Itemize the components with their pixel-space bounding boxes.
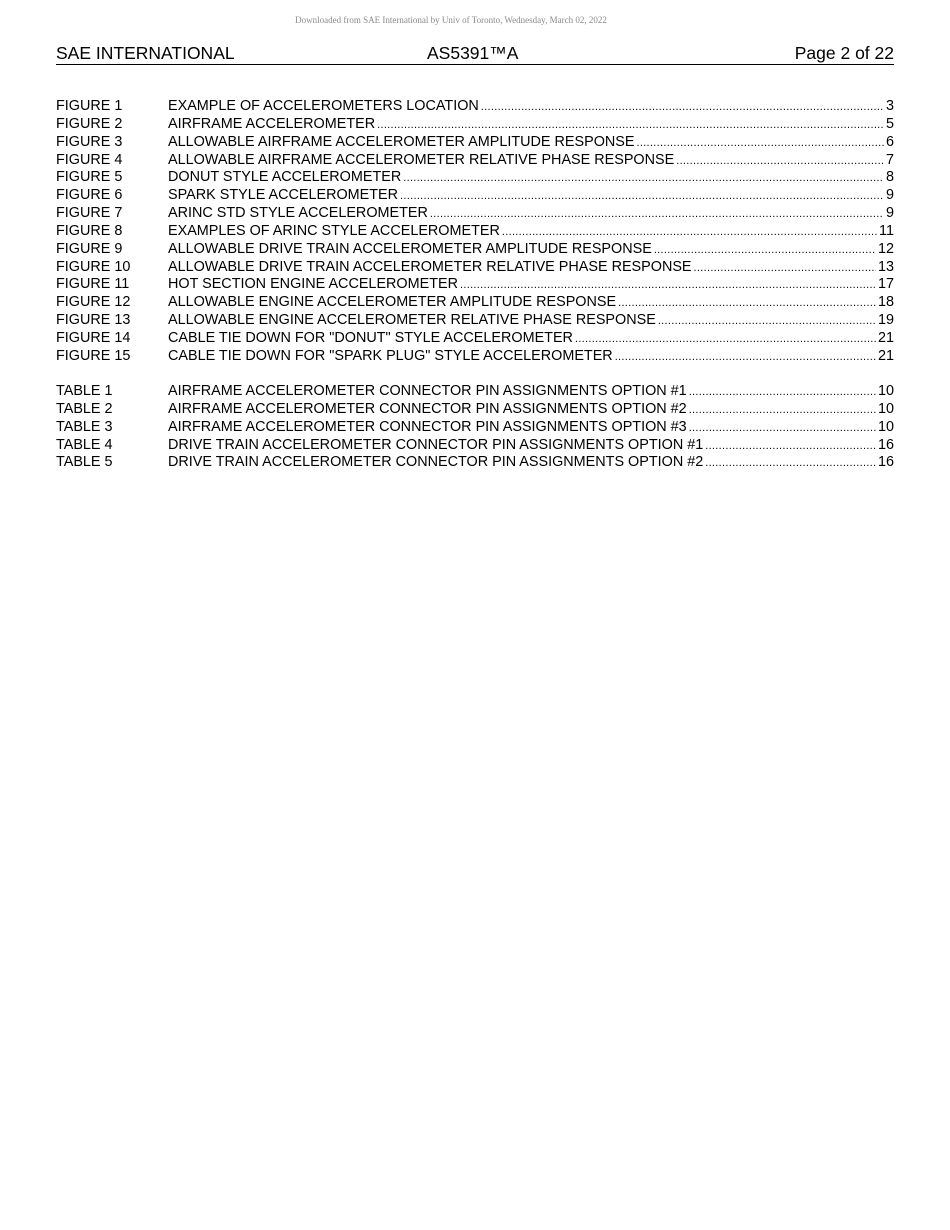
figure-page-number: 6 — [885, 133, 894, 150]
dot-leader — [676, 153, 884, 171]
figure-page-number: 5 — [885, 115, 894, 132]
publisher-name: SAE INTERNATIONAL — [56, 43, 235, 63]
dot-leader — [636, 135, 884, 153]
dot-leader — [689, 384, 876, 402]
table-title: DRIVE TRAIN ACCELEROMETER CONNECTOR PIN ASSIGNMENTS OPTION #2 — [168, 454, 704, 471]
table-toc-entry[interactable] — [56, 437, 894, 455]
list-of-figures — [56, 98, 894, 366]
dot-leader — [502, 224, 877, 242]
dot-leader — [689, 420, 876, 438]
figure-toc-entry[interactable] — [56, 312, 894, 330]
table-page-number: 10 — [877, 400, 894, 417]
page-header — [56, 44, 894, 65]
dot-leader — [377, 117, 884, 135]
figure-page-number: 21 — [877, 329, 894, 346]
figure-label: FIGURE 1 — [56, 98, 123, 114]
table-toc-entry[interactable] — [56, 401, 894, 419]
table-page-number: 10 — [877, 383, 894, 399]
table-title: AIRFRAME ACCELEROMETER CONNECTOR PIN ASSIGNMENTS OPTION #2 — [168, 400, 687, 417]
table-label: TABLE 5 — [56, 454, 113, 471]
table-label: TABLE 3 — [56, 418, 113, 435]
figure-title: HOT SECTION ENGINE ACCELEROMETER — [168, 276, 458, 293]
dot-leader — [618, 295, 876, 313]
table-label: TABLE 2 — [56, 400, 113, 417]
page-number: Page 2 of 22 — [794, 43, 894, 63]
figure-title: ALLOWABLE AIRFRAME ACCELEROMETER AMPLITUDE RESPONSE — [168, 133, 635, 150]
figure-title: CABLE TIE DOWN FOR "DONUT" STYLE ACCELEROMETER — [168, 329, 573, 346]
figure-toc-entry[interactable] — [56, 294, 894, 312]
dot-leader — [430, 206, 884, 224]
dot-leader — [575, 331, 876, 349]
table-toc-entry[interactable] — [56, 419, 894, 437]
figure-toc-entry[interactable] — [56, 276, 894, 294]
dot-leader — [654, 242, 876, 260]
figure-label: FIGURE 6 — [56, 187, 123, 204]
figure-title: CABLE TIE DOWN FOR "SPARK PLUG" STYLE ACCELEROMETER — [168, 347, 613, 364]
figure-page-number: 18 — [877, 294, 894, 311]
figure-page-number: 8 — [885, 169, 894, 186]
figure-page-number: 9 — [885, 205, 894, 222]
figure-toc-entry[interactable] — [56, 134, 894, 152]
figure-toc-entry[interactable] — [56, 98, 894, 116]
figure-label: FIGURE 14 — [56, 329, 131, 346]
figure-label: FIGURE 11 — [56, 276, 130, 293]
figure-page-number: 12 — [877, 240, 894, 257]
figure-toc-entry[interactable] — [56, 223, 894, 241]
figure-page-number: 3 — [885, 98, 894, 114]
figure-page-number: 21 — [877, 347, 894, 364]
figure-title: ALLOWABLE ENGINE ACCELEROMETER AMPLITUDE RESPONSE — [168, 294, 617, 311]
figure-toc-entry[interactable] — [56, 116, 894, 134]
table-toc-entry[interactable] — [56, 454, 894, 472]
figure-label: FIGURE 8 — [56, 222, 123, 239]
figure-title: EXAMPLES OF ARINC STYLE ACCELEROMETER — [168, 222, 500, 239]
table-toc-entry[interactable] — [56, 383, 894, 401]
document-id: AS5391™A — [427, 43, 519, 63]
dot-leader — [400, 188, 884, 206]
dot-leader — [689, 402, 876, 420]
figure-title: ALLOWABLE ENGINE ACCELEROMETER RELATIVE PHASE RESPONSE — [168, 312, 656, 329]
figure-page-number: 17 — [877, 276, 894, 293]
figure-page-number: 7 — [885, 151, 894, 168]
figure-label: FIGURE 13 — [56, 312, 131, 329]
figure-title: SPARK STYLE ACCELEROMETER — [168, 187, 399, 204]
figure-title: AIRFRAME ACCELEROMETER — [168, 115, 376, 132]
figure-toc-entry[interactable] — [56, 187, 894, 205]
table-label: TABLE 4 — [56, 436, 113, 453]
figure-label: FIGURE 5 — [56, 169, 123, 186]
figure-label: FIGURE 12 — [56, 294, 131, 311]
dot-leader — [403, 170, 884, 188]
figure-toc-entry[interactable] — [56, 169, 894, 187]
figure-label: FIGURE 10 — [56, 258, 131, 275]
figure-title: DONUT STYLE ACCELEROMETER — [168, 169, 402, 186]
download-watermark: Downloaded from SAE International by Univ of Toronto, Wednesday, March 02, 2022 — [295, 15, 607, 25]
figure-title: ALLOWABLE DRIVE TRAIN ACCELEROMETER RELATIVE PHASE RESPONSE — [168, 258, 692, 275]
table-page-number: 10 — [877, 418, 894, 435]
table-page-number: 16 — [877, 436, 894, 453]
figure-title: ALLOWABLE AIRFRAME ACCELEROMETER RELATIVE PHASE RESPONSE — [168, 151, 675, 168]
figure-toc-entry[interactable] — [56, 259, 894, 277]
figure-title: EXAMPLE OF ACCELEROMETERS LOCATION — [168, 98, 479, 114]
figure-title: ALLOWABLE DRIVE TRAIN ACCELEROMETER AMPLITUDE RESPONSE — [168, 240, 652, 257]
table-label: TABLE 1 — [56, 383, 113, 399]
list-of-tables — [56, 383, 894, 472]
dot-leader — [705, 438, 876, 456]
figure-toc-entry[interactable] — [56, 330, 894, 348]
dot-leader — [615, 349, 876, 367]
table-title: AIRFRAME ACCELEROMETER CONNECTOR PIN ASSIGNMENTS OPTION #1 — [168, 383, 687, 399]
dot-leader — [460, 277, 876, 295]
figure-toc-entry[interactable] — [56, 348, 894, 366]
figure-label: FIGURE 3 — [56, 133, 123, 150]
figure-label: FIGURE 9 — [56, 240, 123, 257]
figure-page-number: 19 — [877, 312, 894, 329]
dot-leader — [705, 455, 876, 473]
figure-label: FIGURE 2 — [56, 115, 123, 132]
table-title: DRIVE TRAIN ACCELEROMETER CONNECTOR PIN ASSIGNMENTS OPTION #1 — [168, 436, 704, 453]
figure-title: ARINC STD STYLE ACCELEROMETER — [168, 205, 428, 222]
table-page-number: 16 — [877, 454, 894, 471]
figure-page-number: 13 — [877, 258, 894, 275]
table-title: AIRFRAME ACCELEROMETER CONNECTOR PIN ASSIGNMENTS OPTION #3 — [168, 418, 687, 435]
dot-leader — [694, 260, 876, 278]
figure-toc-entry[interactable] — [56, 241, 894, 259]
dot-leader — [481, 99, 884, 117]
figure-toc-entry[interactable] — [56, 205, 894, 223]
figure-label: FIGURE 7 — [56, 205, 123, 222]
figure-page-number: 9 — [885, 187, 894, 204]
figure-page-number: 11 — [879, 222, 894, 239]
figure-toc-entry[interactable] — [56, 152, 894, 170]
figure-label: FIGURE 15 — [56, 347, 131, 364]
dot-leader — [658, 313, 876, 331]
figure-label: FIGURE 4 — [56, 151, 123, 168]
